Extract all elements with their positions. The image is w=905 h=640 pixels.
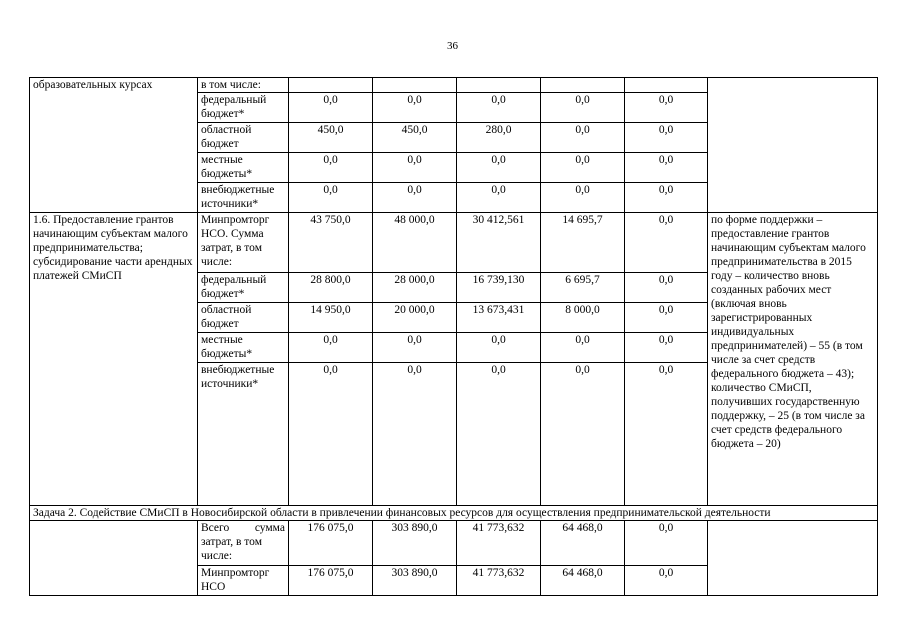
- section-header-row: [30, 506, 878, 521]
- source-label-rest: затрат, в том числе:: [201, 536, 262, 562]
- page-number: 36: [447, 40, 458, 52]
- result-cell: [708, 521, 878, 596]
- source-cell: местные бюджеты*: [198, 153, 289, 183]
- value-cell: 48 000,0: [373, 213, 457, 273]
- value-cell: 0,0: [373, 153, 457, 183]
- value-cell: 0,0: [373, 363, 457, 506]
- value-cell: 0,0: [541, 333, 625, 363]
- value-cell: 0,0: [541, 153, 625, 183]
- value-cell: 0,0: [373, 93, 457, 123]
- value-cell: 0,0: [625, 93, 708, 123]
- value-cell: 450,0: [373, 123, 457, 153]
- value-cell: 20 000,0: [373, 303, 457, 333]
- value-cell: 6 695,7: [541, 273, 625, 303]
- value-cell: 41 773,632: [457, 521, 541, 566]
- value-cell: 41 773,632: [457, 566, 541, 596]
- table-row: [30, 78, 878, 93]
- value-cell: 30 412,561: [457, 213, 541, 273]
- value-cell: [457, 78, 541, 93]
- value-cell: 0,0: [373, 333, 457, 363]
- value-cell: 0,0: [625, 566, 708, 596]
- measure-cell: 1.6. Предоставление грантов начинающим субъектам малого предпринимательства; субсидирование части арендных платежей СМиСП: [30, 213, 198, 506]
- value-cell: 28 800,0: [289, 273, 373, 303]
- source-cell: местные бюджеты*: [198, 333, 289, 363]
- source-label-line: Всего сумма: [201, 522, 285, 534]
- value-cell: 43 750,0: [289, 213, 373, 273]
- table-row: [30, 213, 878, 273]
- value-cell: 0,0: [289, 93, 373, 123]
- value-cell: 0,0: [625, 183, 708, 213]
- value-cell: 303 890,0: [373, 521, 457, 566]
- budget-table: [29, 77, 878, 596]
- source-cell: областной бюджет: [198, 303, 289, 333]
- source-cell: областной бюджет: [198, 123, 289, 153]
- value-cell: [541, 78, 625, 93]
- value-cell: 0,0: [541, 123, 625, 153]
- value-cell: 0,0: [625, 521, 708, 566]
- value-cell: 0,0: [457, 153, 541, 183]
- value-cell: [373, 78, 457, 93]
- value-cell: 0,0: [373, 183, 457, 213]
- value-cell: 303 890,0: [373, 566, 457, 596]
- value-cell: 0,0: [625, 273, 708, 303]
- result-cell: по форме поддержки – предоставление грантов начинающим субъектам малого предпринимательства в 2015 году – количество вновь созданных рабочих мест (включая вновь зарегистрированных индивидуальных предпринимателей) – 55 (в том числе за счет средств федерального бюджета – 43); количество СМиСП, получивших государственную поддержку, – 25 (в том числе за счет средств федерального бюджета – 20): [708, 213, 878, 506]
- value-cell: 0,0: [541, 93, 625, 123]
- measure-cell: [30, 521, 198, 596]
- source-cell: федеральный бюджет*: [198, 93, 289, 123]
- source-cell: [198, 521, 289, 566]
- source-cell: внебюджетные источники*: [198, 183, 289, 213]
- value-cell: 0,0: [457, 363, 541, 506]
- measure-cell: образовательных курсах: [30, 78, 198, 213]
- task-title: Задача 2. Содействие СМиСП в Новосибирской области в привлечении финансовых ресурсов для осуществления предпринимательской деятельности: [30, 506, 878, 521]
- value-cell: 0,0: [289, 363, 373, 506]
- value-cell: [625, 78, 708, 93]
- value-cell: 28 000,0: [373, 273, 457, 303]
- value-cell: 176 075,0: [289, 566, 373, 596]
- value-cell: 0,0: [457, 333, 541, 363]
- value-cell: 0,0: [625, 333, 708, 363]
- value-cell: 0,0: [625, 303, 708, 333]
- value-cell: 0,0: [457, 183, 541, 213]
- table-row: [30, 521, 878, 566]
- source-cell: в том числе:: [198, 78, 289, 93]
- value-cell: 0,0: [625, 123, 708, 153]
- value-cell: 0,0: [457, 93, 541, 123]
- value-cell: 0,0: [289, 183, 373, 213]
- value-cell: 16 739,130: [457, 273, 541, 303]
- value-cell: [289, 78, 373, 93]
- value-cell: 0,0: [541, 183, 625, 213]
- value-cell: 0,0: [289, 333, 373, 363]
- value-cell: 0,0: [289, 153, 373, 183]
- value-cell: 8 000,0: [541, 303, 625, 333]
- source-cell: федеральный бюджет*: [198, 273, 289, 303]
- value-cell: 64 468,0: [541, 566, 625, 596]
- value-cell: 176 075,0: [289, 521, 373, 566]
- source-cell: внебюджетные источники*: [198, 363, 289, 506]
- value-cell: 13 673,431: [457, 303, 541, 333]
- value-cell: 0,0: [541, 363, 625, 506]
- value-cell: 0,0: [625, 153, 708, 183]
- value-cell: 450,0: [289, 123, 373, 153]
- source-cell: Минпромторг НСО: [198, 566, 289, 596]
- result-cell: [708, 78, 878, 213]
- value-cell: 14 695,7: [541, 213, 625, 273]
- value-cell: 0,0: [625, 213, 708, 273]
- source-cell: Минпромторг НСО. Сумма затрат, в том числе:: [198, 213, 289, 273]
- value-cell: 14 950,0: [289, 303, 373, 333]
- value-cell: 0,0: [625, 363, 708, 506]
- value-cell: 280,0: [457, 123, 541, 153]
- value-cell: 64 468,0: [541, 521, 625, 566]
